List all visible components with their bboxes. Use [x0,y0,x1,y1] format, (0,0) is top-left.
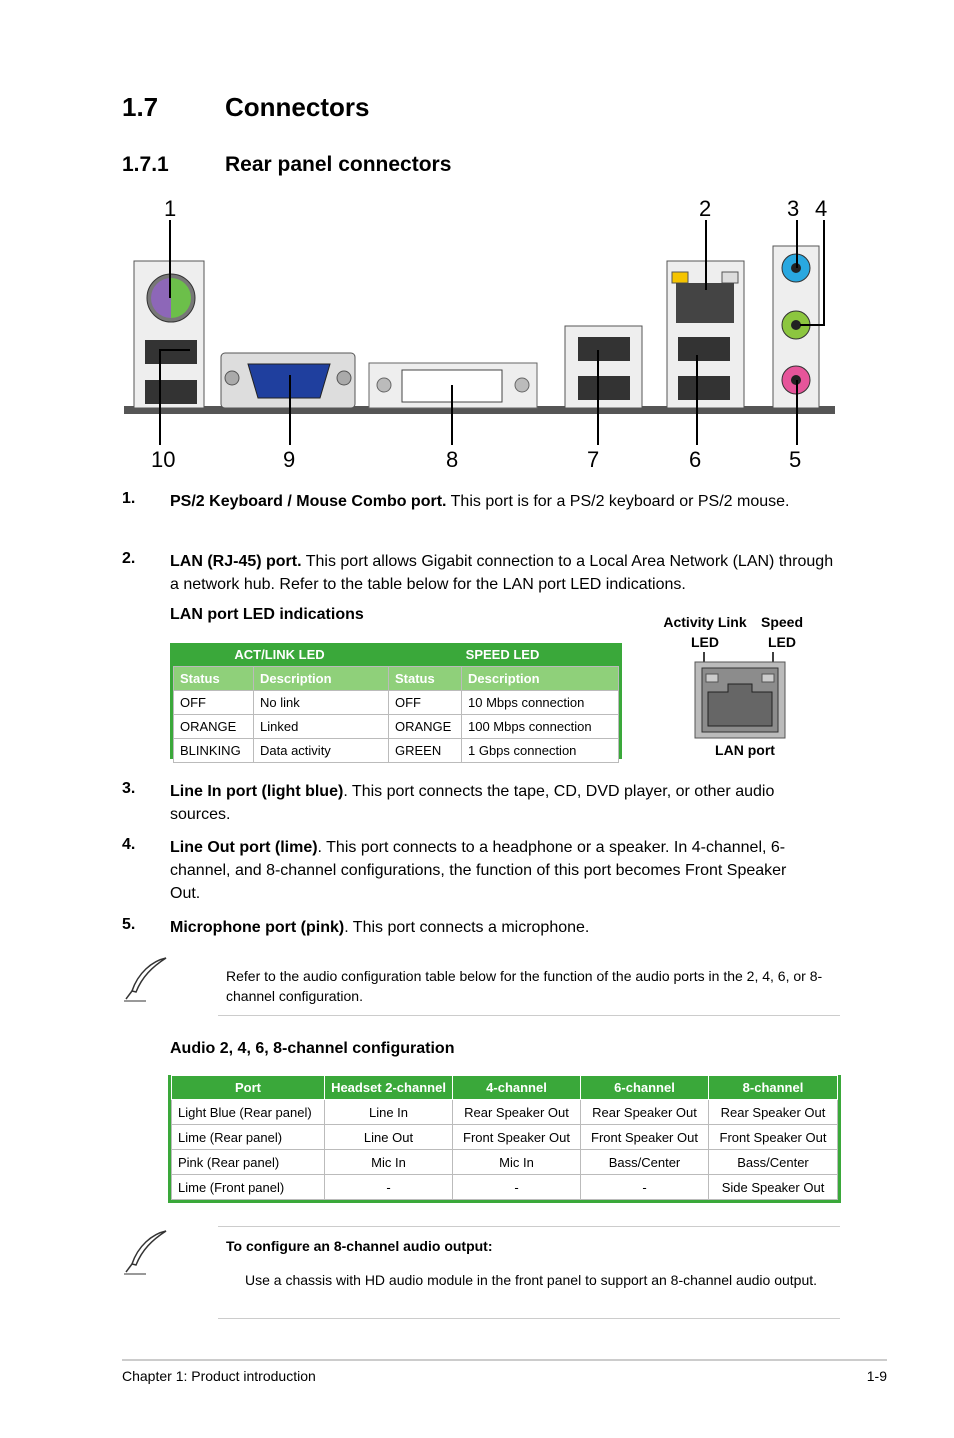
lan-table-frame [170,643,622,759]
item-5-title: Microphone port (pink) [170,919,345,936]
audio-header: Port [172,1076,325,1100]
lan-header: Description [254,667,389,691]
callout-2: 2 [699,196,712,221]
rear-panel-diagram [0,190,954,480]
item-2-text: This port allows Gigabit connection to a Local Area Network (LAN) through a network hub. Refer to the table below for the LAN port LED indications. [170,553,834,593]
lan-group-act: ACT/LINK LED [234,647,325,662]
lan-led-table [173,666,619,763]
table-cell: Rear Speaker Out [581,1100,709,1125]
item-2-title: LAN (RJ-45) port. [170,553,302,570]
table-cell: Bass/Center [581,1150,709,1175]
item-5-text: . This port connects a microphone. [344,919,590,936]
note-2-bottom-rule [218,1318,840,1319]
callout-10: 10 [151,447,176,472]
usb-port-bottom [578,376,630,400]
table-cell: - [453,1175,581,1200]
table-cell: OFF [174,691,254,715]
table-cell: Line Out [325,1125,453,1150]
audio-table-title: Audio 2, 4, 6, 8-channel configuration [170,1040,455,1057]
table-cell: Data activity [254,739,389,763]
speed-led-label [752,612,812,652]
table-cell: - [581,1175,709,1200]
table-cell: OFF [389,691,462,715]
item-1 [170,490,830,513]
table-cell: Pink (Rear panel) [172,1150,325,1175]
usb-port-lan-top [678,337,730,361]
item-4-title: Line Out port (lime) [170,839,318,856]
speed-led-label-line1: Speed [760,614,803,630]
usb-port-top [578,337,630,361]
subsection-title: Rear panel connectors [225,153,452,176]
activity-led-label [655,612,755,652]
table-cell: Bass/Center [709,1150,838,1175]
table-cell: Side Speaker Out [709,1175,838,1200]
item-3-number: 3. [122,780,136,797]
note-feather-icon [122,1228,170,1276]
item-5-number: 5. [122,916,136,933]
table-cell: 10 Mbps connection [462,691,619,715]
note-1-rule [218,1015,840,1016]
callout-1: 1 [164,196,177,221]
lan-header: Status [174,667,254,691]
audio-config-table [171,1075,838,1200]
item-5 [170,916,830,939]
table-cell: Front Speaker Out [453,1125,581,1150]
table-cell: BLINKING [174,739,254,763]
table-row [172,1150,838,1175]
note-feather-icon [122,955,170,1003]
lan-group-speed: SPEED LED [465,647,540,662]
item-1-text: This port is for a PS/2 keyboard or PS/2 mouse. [446,493,790,510]
table-cell: Mic In [325,1150,453,1175]
audio-header: 6-channel [581,1076,709,1100]
item-4-text: . This port connects to a headphone or a speaker. In 4-channel, 6-channel, and 8-channel configurations, the function of this port becomes Front Speaker Out. [170,839,787,902]
callout-3: 3 [787,196,800,221]
item-4-number: 4. [122,836,136,853]
lan-header: Status [389,667,462,691]
table-cell: 1 Gbps connection [462,739,619,763]
lan-port-caption: LAN port [715,742,775,758]
usb-port-lan-bottom [678,376,730,400]
usb-port-ps2-top [145,340,197,364]
table-cell: No link [254,691,389,715]
table-cell: ORANGE [174,715,254,739]
item-3-text: . This port connects the tape, CD, DVD player, or other audio sources. [170,783,775,823]
callout-7: 7 [587,447,600,472]
activity-led-label-line2: LED [691,634,719,650]
table-cell: Lime (Front panel) [172,1175,325,1200]
footer-rule [122,1359,887,1361]
activity-led-label-line1: Activity Link [663,614,747,630]
section-number: 1.7 [122,92,159,122]
note-2-text: Use a chassis with HD audio module in the front panel to support an 8-channel audio output. [245,1272,818,1288]
usb-port-ps2-bottom [145,380,197,404]
audio-header: 4-channel [453,1076,581,1100]
table-cell: ORANGE [389,715,462,739]
callout-8: 8 [446,447,459,472]
table-cell: Rear Speaker Out [709,1100,838,1125]
item-2 [170,550,835,596]
table-row [174,691,619,715]
item-1-title: PS/2 Keyboard / Mouse Combo port. [170,493,447,510]
table-row [174,739,619,763]
table-row [172,1125,838,1150]
table-row [174,715,619,739]
callout-9: 9 [283,447,296,472]
table-row [172,1100,838,1125]
audio-header: 8-channel [709,1076,838,1100]
table-cell: Mic In [453,1150,581,1175]
table-cell: Linked [254,715,389,739]
item-3 [170,780,835,826]
item-3-title: Line In port (light blue) [170,783,344,800]
item-2-number: 2. [122,550,136,567]
subsection-number: 1.7.1 [122,153,169,176]
note-2-top-rule [218,1226,840,1227]
lan-table-title: LAN port LED indications [170,606,364,623]
lan-port-illustration [690,650,800,740]
table-cell: 100 Mbps connection [462,715,619,739]
footer-chapter: Chapter 1: Product introduction [122,1368,316,1384]
table-cell: - [325,1175,453,1200]
table-cell: Lime (Rear panel) [172,1125,325,1150]
table-cell: Line In [325,1100,453,1125]
item-1-number: 1. [122,490,136,507]
callout-6: 6 [689,447,702,472]
table-cell: Front Speaker Out [709,1125,838,1150]
table-cell: Rear Speaker Out [453,1100,581,1125]
lan-header: Description [462,667,619,691]
speed-led-label-line2: LED [768,634,796,650]
audio-header: Headset 2-channel [325,1076,453,1100]
table-row [172,1175,838,1200]
audio-table-frame [168,1075,841,1203]
note-1-text: Refer to the audio configuration table below for the function of the audio ports in the 2, 4, 6, or 8-channel configuration. [226,968,823,1004]
table-cell: GREEN [389,739,462,763]
callout-5: 5 [789,447,802,472]
table-cell: Light Blue (Rear panel) [172,1100,325,1125]
section-title: Connectors [225,92,370,122]
callout-4: 4 [815,196,828,221]
page-number: 1-9 [866,1368,887,1384]
table-cell: Front Speaker Out [581,1125,709,1150]
note-2-title: To configure an 8-channel audio output: [226,1238,493,1254]
item-4 [170,836,820,905]
